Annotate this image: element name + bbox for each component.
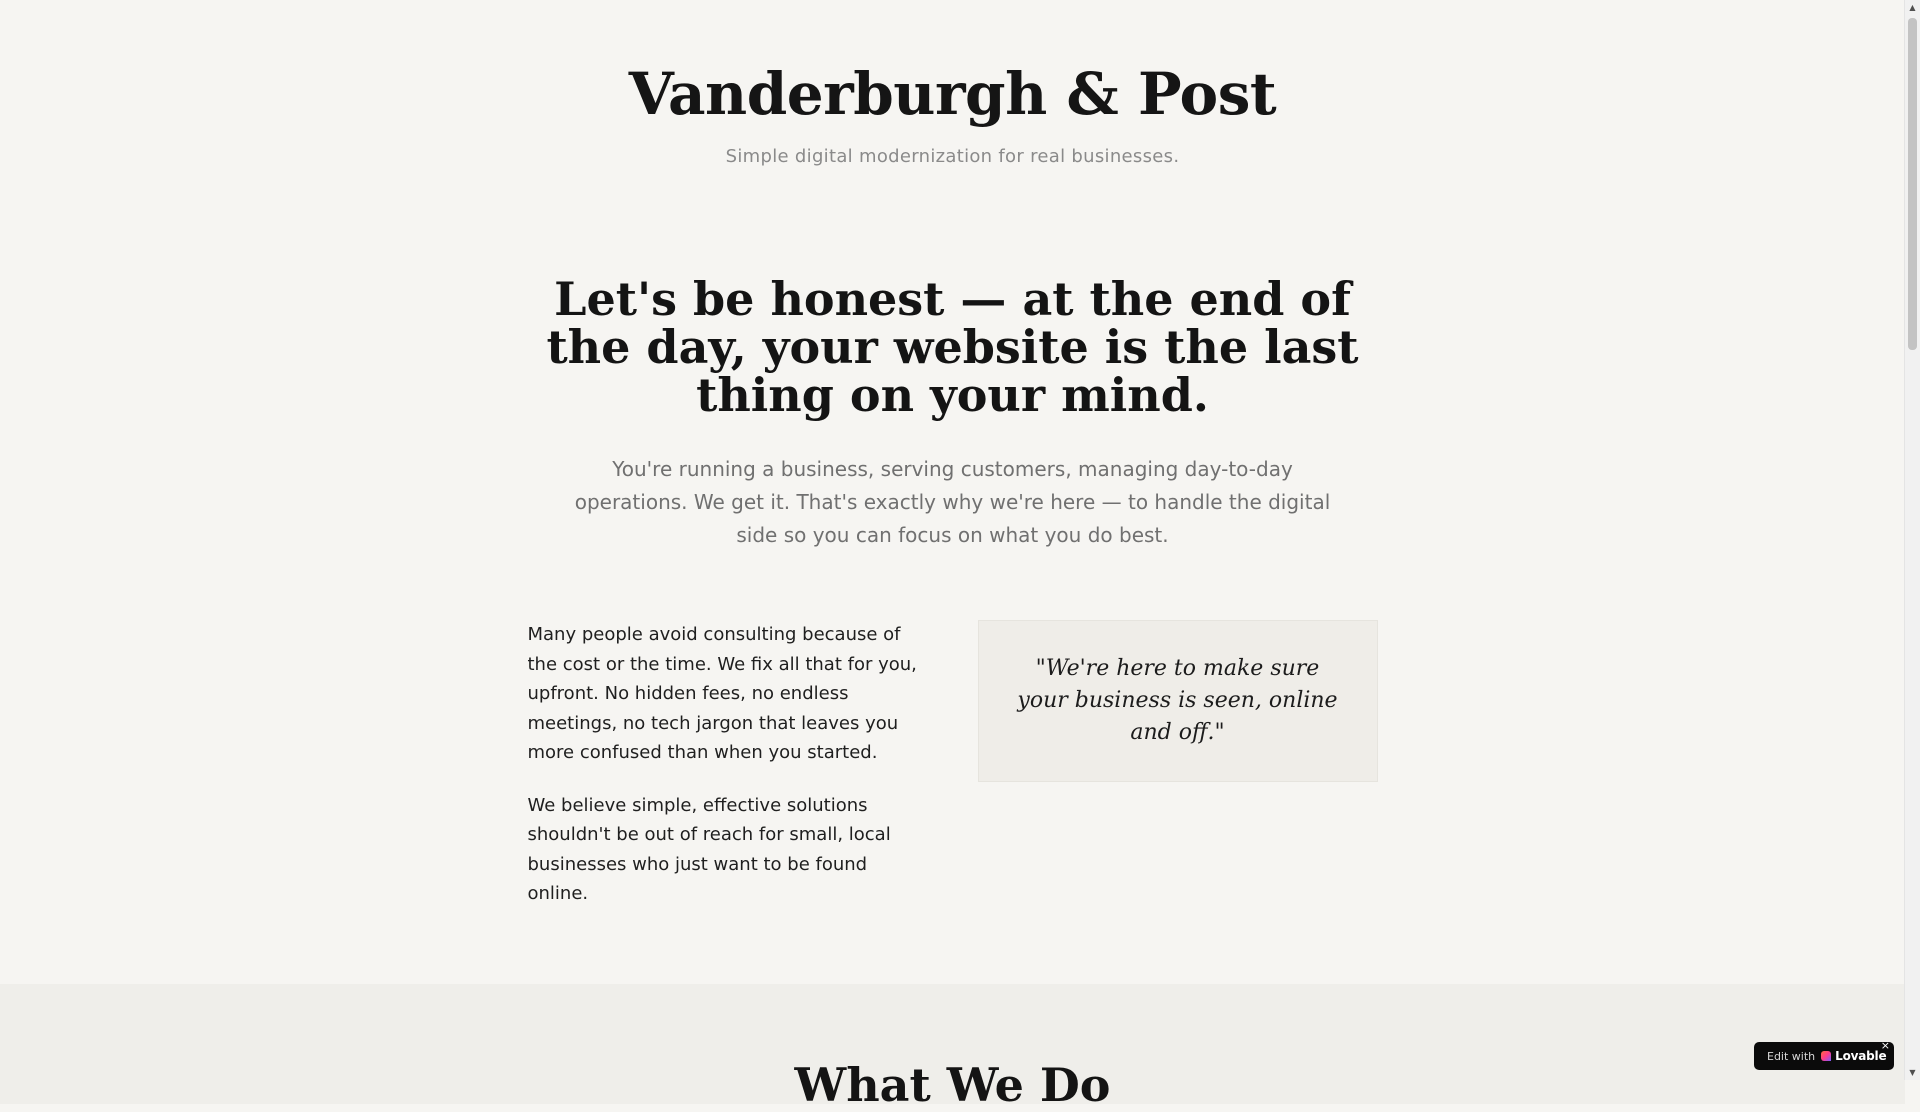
scrollbar-thumb[interactable] (1908, 18, 1917, 350)
pull-quote: "We're here to make sure your business is seen, online and off." (978, 620, 1378, 782)
body-text (528, 620, 928, 932)
body-paragraph: Many people avoid consulting because of the cost or the time. We fix all that for you, upfront. No hidden fees, no endless meetings, no tech jargon that leaves you more confused than when you started. (527, 624, 917, 763)
body-paragraph: We believe simple, effective solutions shouldn't be out of reach for small, local businesses who just want to be found online. (527, 794, 891, 904)
tagline: Simple digital modernization for real businesses. (725, 146, 1180, 167)
site-header (0, 0, 1905, 167)
content-columns (528, 620, 1378, 932)
lovable-logo-icon (1821, 1051, 1831, 1061)
lovable-wordmark: Lovable (1835, 1049, 1887, 1063)
vertical-scrollbar[interactable] (1904, 0, 1920, 1080)
intro-headline: Let's be honest — at the end of the day, your website is the last thing on your mind. (546, 272, 1359, 422)
edit-label: Edit with (1767, 1049, 1816, 1063)
scroll-down-arrow-icon[interactable]: ▼ (1909, 1068, 1916, 1077)
brand-title[interactable]: Vanderburgh & Post (628, 60, 1277, 128)
badge-close-icon[interactable]: × (1880, 1039, 1890, 1052)
intro-section (528, 167, 1378, 552)
what-we-do-heading: What We Do (794, 1058, 1111, 1112)
intro-lede: You're running a business, serving customers, managing day-to-day operations. We get it. That's exactly why we're here — to handle the digital side so you can focus on what you do best. (574, 457, 1331, 547)
edit-with-lovable-badge[interactable] (1754, 1039, 1894, 1070)
scroll-up-arrow-icon[interactable]: ▲ (1909, 3, 1916, 12)
